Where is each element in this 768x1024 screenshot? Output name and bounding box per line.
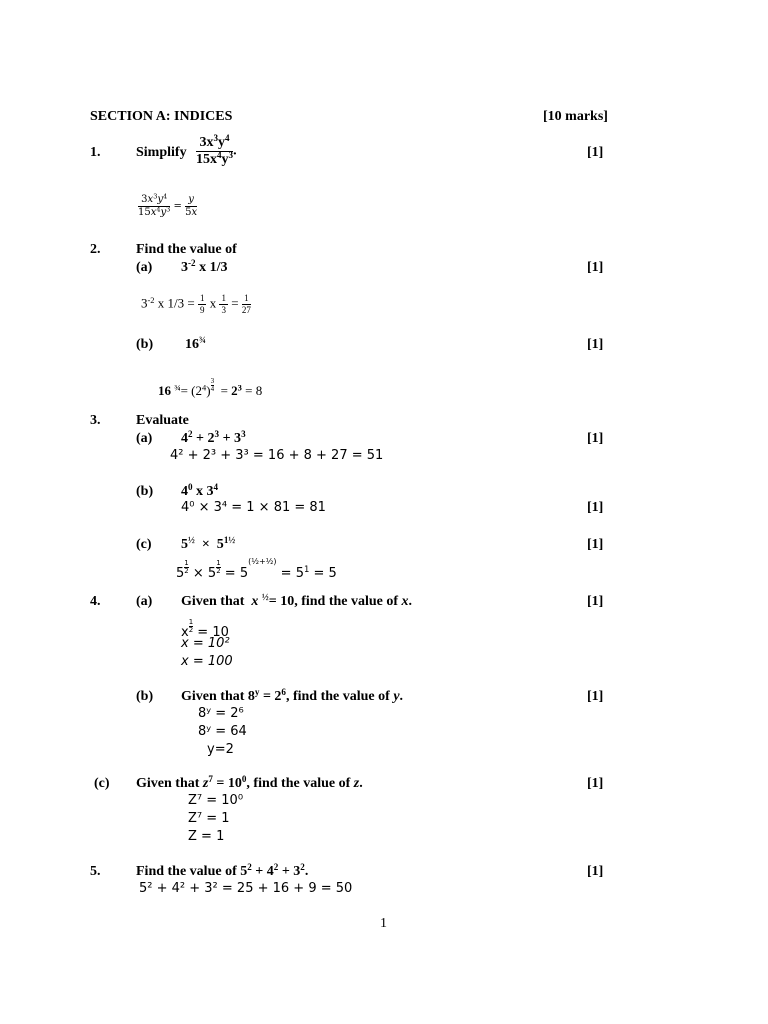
- q3a-mark: [1]: [587, 431, 604, 446]
- q5-question: Find the value of $5^2 + 4^2 + 3^2$.: [136, 862, 309, 879]
- q4b-answer-line-1: 8ʸ = 2⁶: [198, 706, 244, 721]
- q4a-answer-line-1: x $\frac{1}{2}$ = 10: [181, 618, 229, 641]
- q3b-answer: 4⁰ × 3⁴ = 1 × 81 = 81: [181, 500, 326, 515]
- q2b-mark: [1]: [587, 337, 604, 352]
- q4c-label: (c): [94, 776, 110, 791]
- q4a-question: Given that x $^{\frac{1}{2}}$= 10, find the value of x.: [181, 592, 413, 609]
- q4c-mark: [1]: [587, 776, 604, 791]
- q3b-question: $4^0$ x $3^4$: [181, 482, 219, 499]
- q4a-answer-line-2: x = 10²: [181, 636, 230, 651]
- q5-answer: 5² + 4² + 3² = 25 + 16 + 9 = 50: [139, 881, 353, 896]
- q1-label: Simplify: [136, 145, 187, 160]
- q4b-label: (b): [136, 689, 154, 704]
- q2-number: 2.: [90, 242, 101, 257]
- section-title: SECTION A: INDICES: [90, 109, 233, 124]
- q2b-answer: 16 $^{\frac{3}{4}}= (2^4)$ $\frac{3}{4}$ = $2^3 = 8$: [158, 377, 263, 399]
- q4c-answer-line-1: Z⁷ = 10⁰: [188, 793, 244, 808]
- q1-mark: [1]: [587, 145, 604, 160]
- q3a-label: (a): [136, 431, 153, 446]
- q3c-mark: [1]: [587, 537, 604, 552]
- q4b-mark: [1]: [587, 689, 604, 704]
- q3b-label: (b): [136, 484, 154, 499]
- q4c-answer-line-2: Z⁷ = 1: [188, 811, 230, 826]
- q2b-question: $16^{\frac{3}{4}}$: [185, 335, 206, 352]
- q2a-question: $3^{-2}$ x 1/3: [181, 258, 228, 275]
- q3c-label: (c): [136, 537, 152, 552]
- q1-answer: $\frac{3x^3y^4}{15x^4y^3}$ = $\frac{y}{5x}$: [138, 192, 198, 218]
- section-total-marks: [10 marks]: [543, 109, 608, 124]
- q4c-question: Given that $z^7 = 10^0$, find the value of z.: [136, 774, 363, 791]
- q3c-answer: 5 $\frac{1}{2}$ × 5 $\frac{1}{2}$ = 5 (½+½) = $5^1 = 5$: [176, 557, 337, 581]
- q2-prompt: Find the value of: [136, 242, 237, 257]
- q4c-answer-line-3: Z = 1: [188, 829, 225, 844]
- q1-expression: $\frac{3x^3y^4}{15x^4y^3}$ .: [196, 133, 237, 167]
- q2a-label: (a): [136, 260, 153, 275]
- q3b-mark: [1]: [587, 500, 604, 515]
- q4a-label: (a): [136, 594, 153, 609]
- q2a-mark: [1]: [587, 260, 604, 275]
- q3c-question: $5^{\frac{1}{2}} \times 5^{1\frac{1}{2}}$: [181, 535, 236, 552]
- q4-number: 4.: [90, 594, 101, 609]
- q5-number: 5.: [90, 864, 101, 879]
- page-number: 1: [380, 916, 387, 931]
- q1-number: 1.: [90, 145, 101, 160]
- q3a-question: $4^2 + 2^3 + 3^3$: [181, 429, 246, 446]
- q2a-answer: $3^{-2}$ x 1/3 = $\frac{1}{9}$ x $\frac{1}{3}$ = $\frac{1}{27}$: [141, 293, 251, 315]
- q4b-question: Given that $8^y = 2^6$, find the value of y.: [181, 687, 404, 704]
- q4b-answer-line-2: 8ʸ = 64: [198, 724, 247, 739]
- q5-mark: [1]: [587, 864, 604, 879]
- q3-prompt: Evaluate: [136, 413, 189, 428]
- q3-number: 3.: [90, 413, 101, 428]
- q4a-mark: [1]: [587, 594, 604, 609]
- q4b-answer-line-3: y=2: [207, 742, 234, 757]
- q2b-label: (b): [136, 337, 154, 352]
- q4a-answer-line-3: x = 100: [181, 654, 233, 669]
- q3a-answer: 4² + 2³ + 3³ = 16 + 8 + 27 = 51: [170, 448, 384, 463]
